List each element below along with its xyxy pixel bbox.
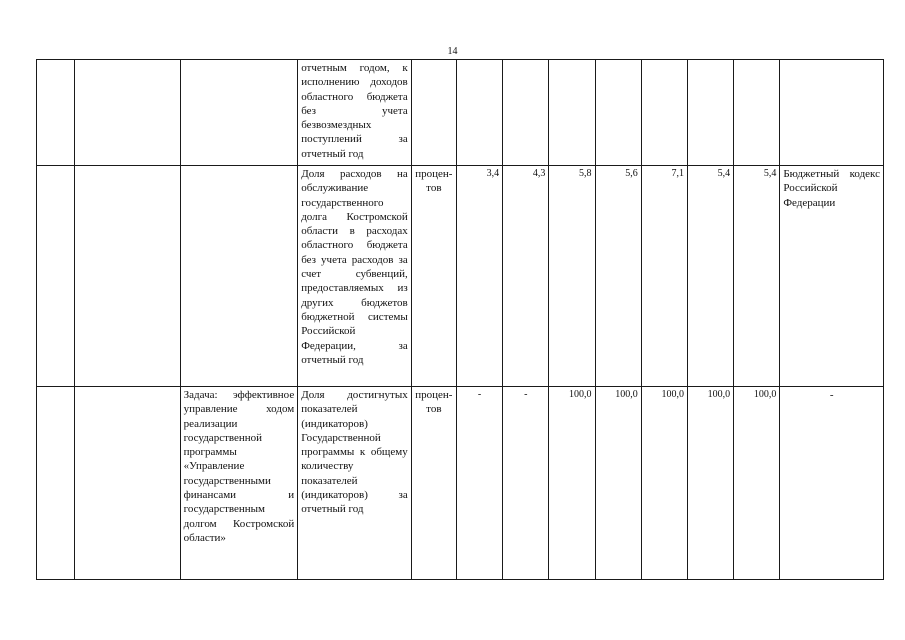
row-number-cell [37,387,75,580]
value-cell-3: 100,0 [549,387,595,580]
source-cell: - [780,387,884,580]
goal-cell [75,387,180,580]
unit-cell [411,60,456,166]
value-cell-2: 4,3 [503,166,549,387]
value-cell-3 [549,60,595,166]
value-cell-5 [641,60,687,166]
table-row [37,60,884,166]
value-cell-7: 5,4 [734,166,780,387]
value-cell-6 [687,60,733,166]
indicators-table [36,59,884,580]
goal-cell [75,60,180,166]
row-number-cell [37,60,75,166]
value-cell-5: 100,0 [641,387,687,580]
value-cell-1: 3,4 [456,166,502,387]
unit-cell: процентов [411,387,456,580]
task-cell [180,166,298,387]
indicator-cell: Доля расходов на обслуживание государственного долга Костромской области в расходах областного бюджета без учета расходов за счет субвенций, предоставляемых из других бюджетов бюджетной системы Российской Федерации, за отчетный год [298,166,412,387]
value-cell-2 [503,60,549,166]
value-cell-2: - [503,387,549,580]
unit-cell: процентов [411,166,456,387]
value-cell-4: 5,6 [595,166,641,387]
source-cell: Бюджетный кодекс Российской Федерации [780,166,884,387]
task-cell [180,60,298,166]
indicator-cell: отчетным годом, к исполнению доходов областного бюджета без учета безвозмездных поступлений за отчетный год [298,60,412,166]
value-cell-7 [734,60,780,166]
page-number: 14 [447,46,458,57]
task-cell: Задача: эффективное управление ходом реализации государственной программы «Управление государственными финансами и государственным долгом Костромской области» [180,387,298,580]
value-cell-5: 7,1 [641,166,687,387]
value-cell-1: - [456,387,502,580]
indicator-cell: Доля достигнутых показателей (индикаторов) Государственной программы к общему количеству показателей (индикаторов) за отчетный год [298,387,412,580]
value-cell-3: 5,8 [549,166,595,387]
table-row [37,166,884,387]
table-row [37,387,884,580]
value-cell-4 [595,60,641,166]
source-cell [780,60,884,166]
row-number-cell [37,166,75,387]
value-cell-6: 5,4 [687,166,733,387]
value-cell-4: 100,0 [595,387,641,580]
goal-cell [75,166,180,387]
value-cell-6: 100,0 [687,387,733,580]
value-cell-1 [456,60,502,166]
value-cell-7: 100,0 [734,387,780,580]
